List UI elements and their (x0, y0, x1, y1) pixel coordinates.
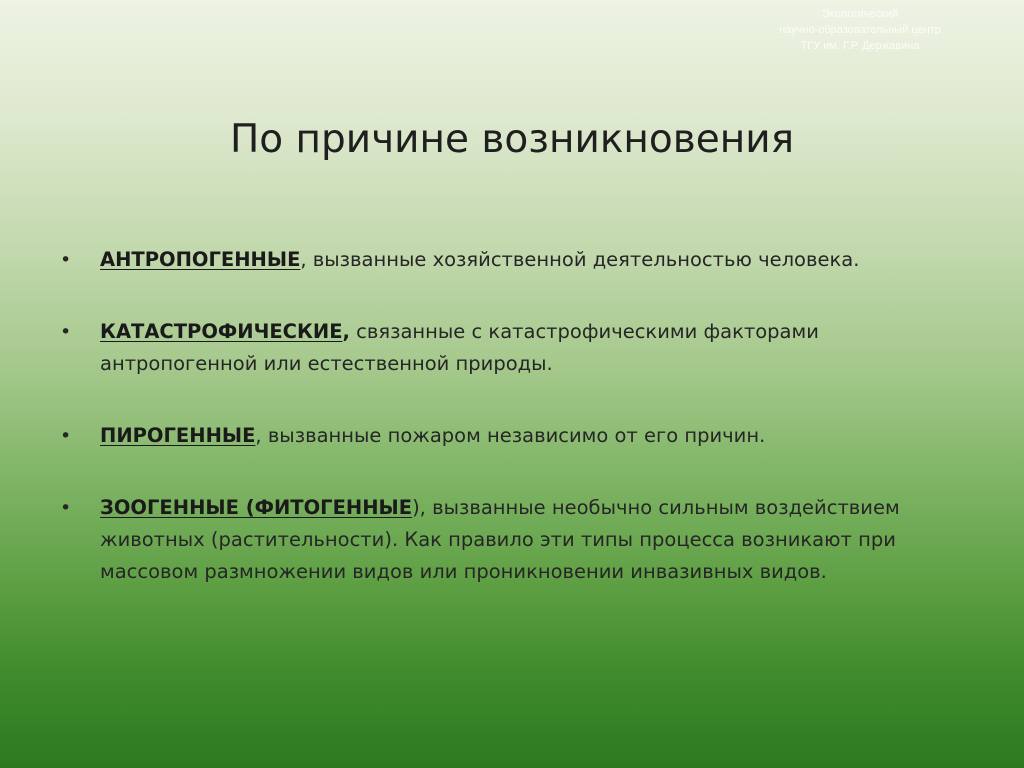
bullet-item-anthropogenic (60, 244, 960, 276)
watermark-organization (742, 6, 978, 54)
bullet-dot-icon: • (60, 321, 72, 343)
slide-title: По причине возникновения (229, 117, 795, 162)
bullet-item-pyrogenic (60, 420, 960, 452)
bullet-item-catastrophic (60, 316, 960, 380)
bullet-dot-icon: • (60, 249, 72, 271)
watermark-line-3: ТГУ им. Г.Р. Державина (800, 40, 920, 52)
bullet-dot-icon: • (60, 497, 72, 519)
bullet-item-zoogenic (60, 492, 960, 588)
bullet-list (60, 244, 960, 588)
bullet-text: , вызванные пожаром независимо от его причин. (255, 424, 766, 447)
term-pyrogenic: ПИРОГЕННЫЕ (100, 424, 256, 447)
watermark-line-2: научно-образовательный центр (779, 24, 941, 36)
term-zoogenic: ЗООГЕННЫЕ (ФИТОГЕННЫЕ (100, 496, 413, 519)
term-punct: , (342, 320, 350, 343)
term-catastrophic: КАТАСТРОФИЧЕСКИЕ (100, 320, 343, 343)
bullet-text: связанные с катастрофическими факторами антропогенной или естественной природы. (100, 320, 819, 375)
bullet-text: ), вызванные необычно сильным воздействием животных (растительности). Как правило эти типы процесса возникают при массовом размножении видов или проникновении инвазивных видов. (100, 496, 900, 583)
watermark-line-1: Экологический (822, 8, 898, 20)
bullet-text: , вызванные хозяйственной деятельностью человека. (300, 248, 860, 271)
bullet-dot-icon: • (60, 425, 72, 447)
term-anthropogenic: АНТРОПОГЕННЫЕ (100, 248, 301, 271)
